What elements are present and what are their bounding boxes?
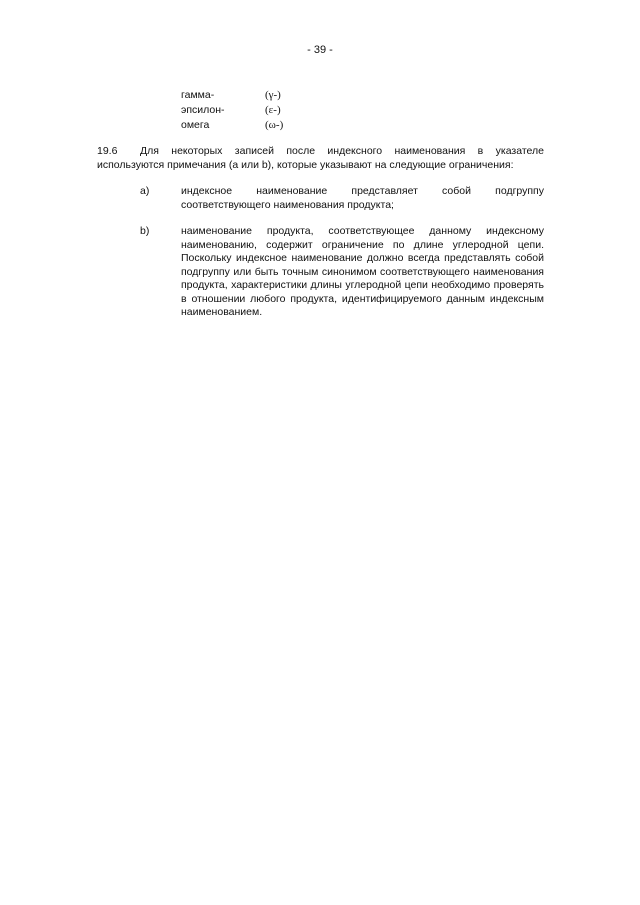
greek-symbol: (γ-) <box>265 89 281 101</box>
section-number: 19.6 <box>97 145 118 157</box>
greek-prefix-table <box>181 88 283 133</box>
page-number: - 39 - <box>307 44 333 56</box>
greek-symbol: (ε-) <box>265 104 281 116</box>
greek-name: гамма- <box>181 89 215 101</box>
greek-row-epsilon <box>181 103 283 118</box>
item-text: индексное наименование представляет собой подгруппу соответствующего наименования продукта; <box>181 185 544 211</box>
item-text: наименование продукта, соответствующее данному индексному наименованию, содержит ограничение по длине углеродной цепи. Поскольку индексное наименование должно всегда представлять собой подгруппу или быть точным синонимом соответствующего наименования продукта, характеристики длины углеродной цепи необходимо проверять в отношении любого продукта, идентифицируемого данным индексным наименованием. <box>181 225 544 318</box>
list-item-b <box>140 225 544 320</box>
greek-symbol: (ω-) <box>265 119 284 131</box>
section-text: Для некоторых записей после индексного наименования в указателе используются примечания (a или b), которые указывают на следующие ограничения: <box>97 145 544 171</box>
greek-row-gamma <box>181 88 283 103</box>
greek-name: эпсилон- <box>181 104 225 116</box>
list-item-a <box>140 185 544 212</box>
section-paragraph <box>97 145 544 172</box>
greek-name: омега <box>181 119 210 131</box>
section-19-6 <box>97 145 544 172</box>
item-marker: b) <box>140 225 150 237</box>
greek-row-omega <box>181 118 283 133</box>
item-marker: a) <box>140 185 150 197</box>
